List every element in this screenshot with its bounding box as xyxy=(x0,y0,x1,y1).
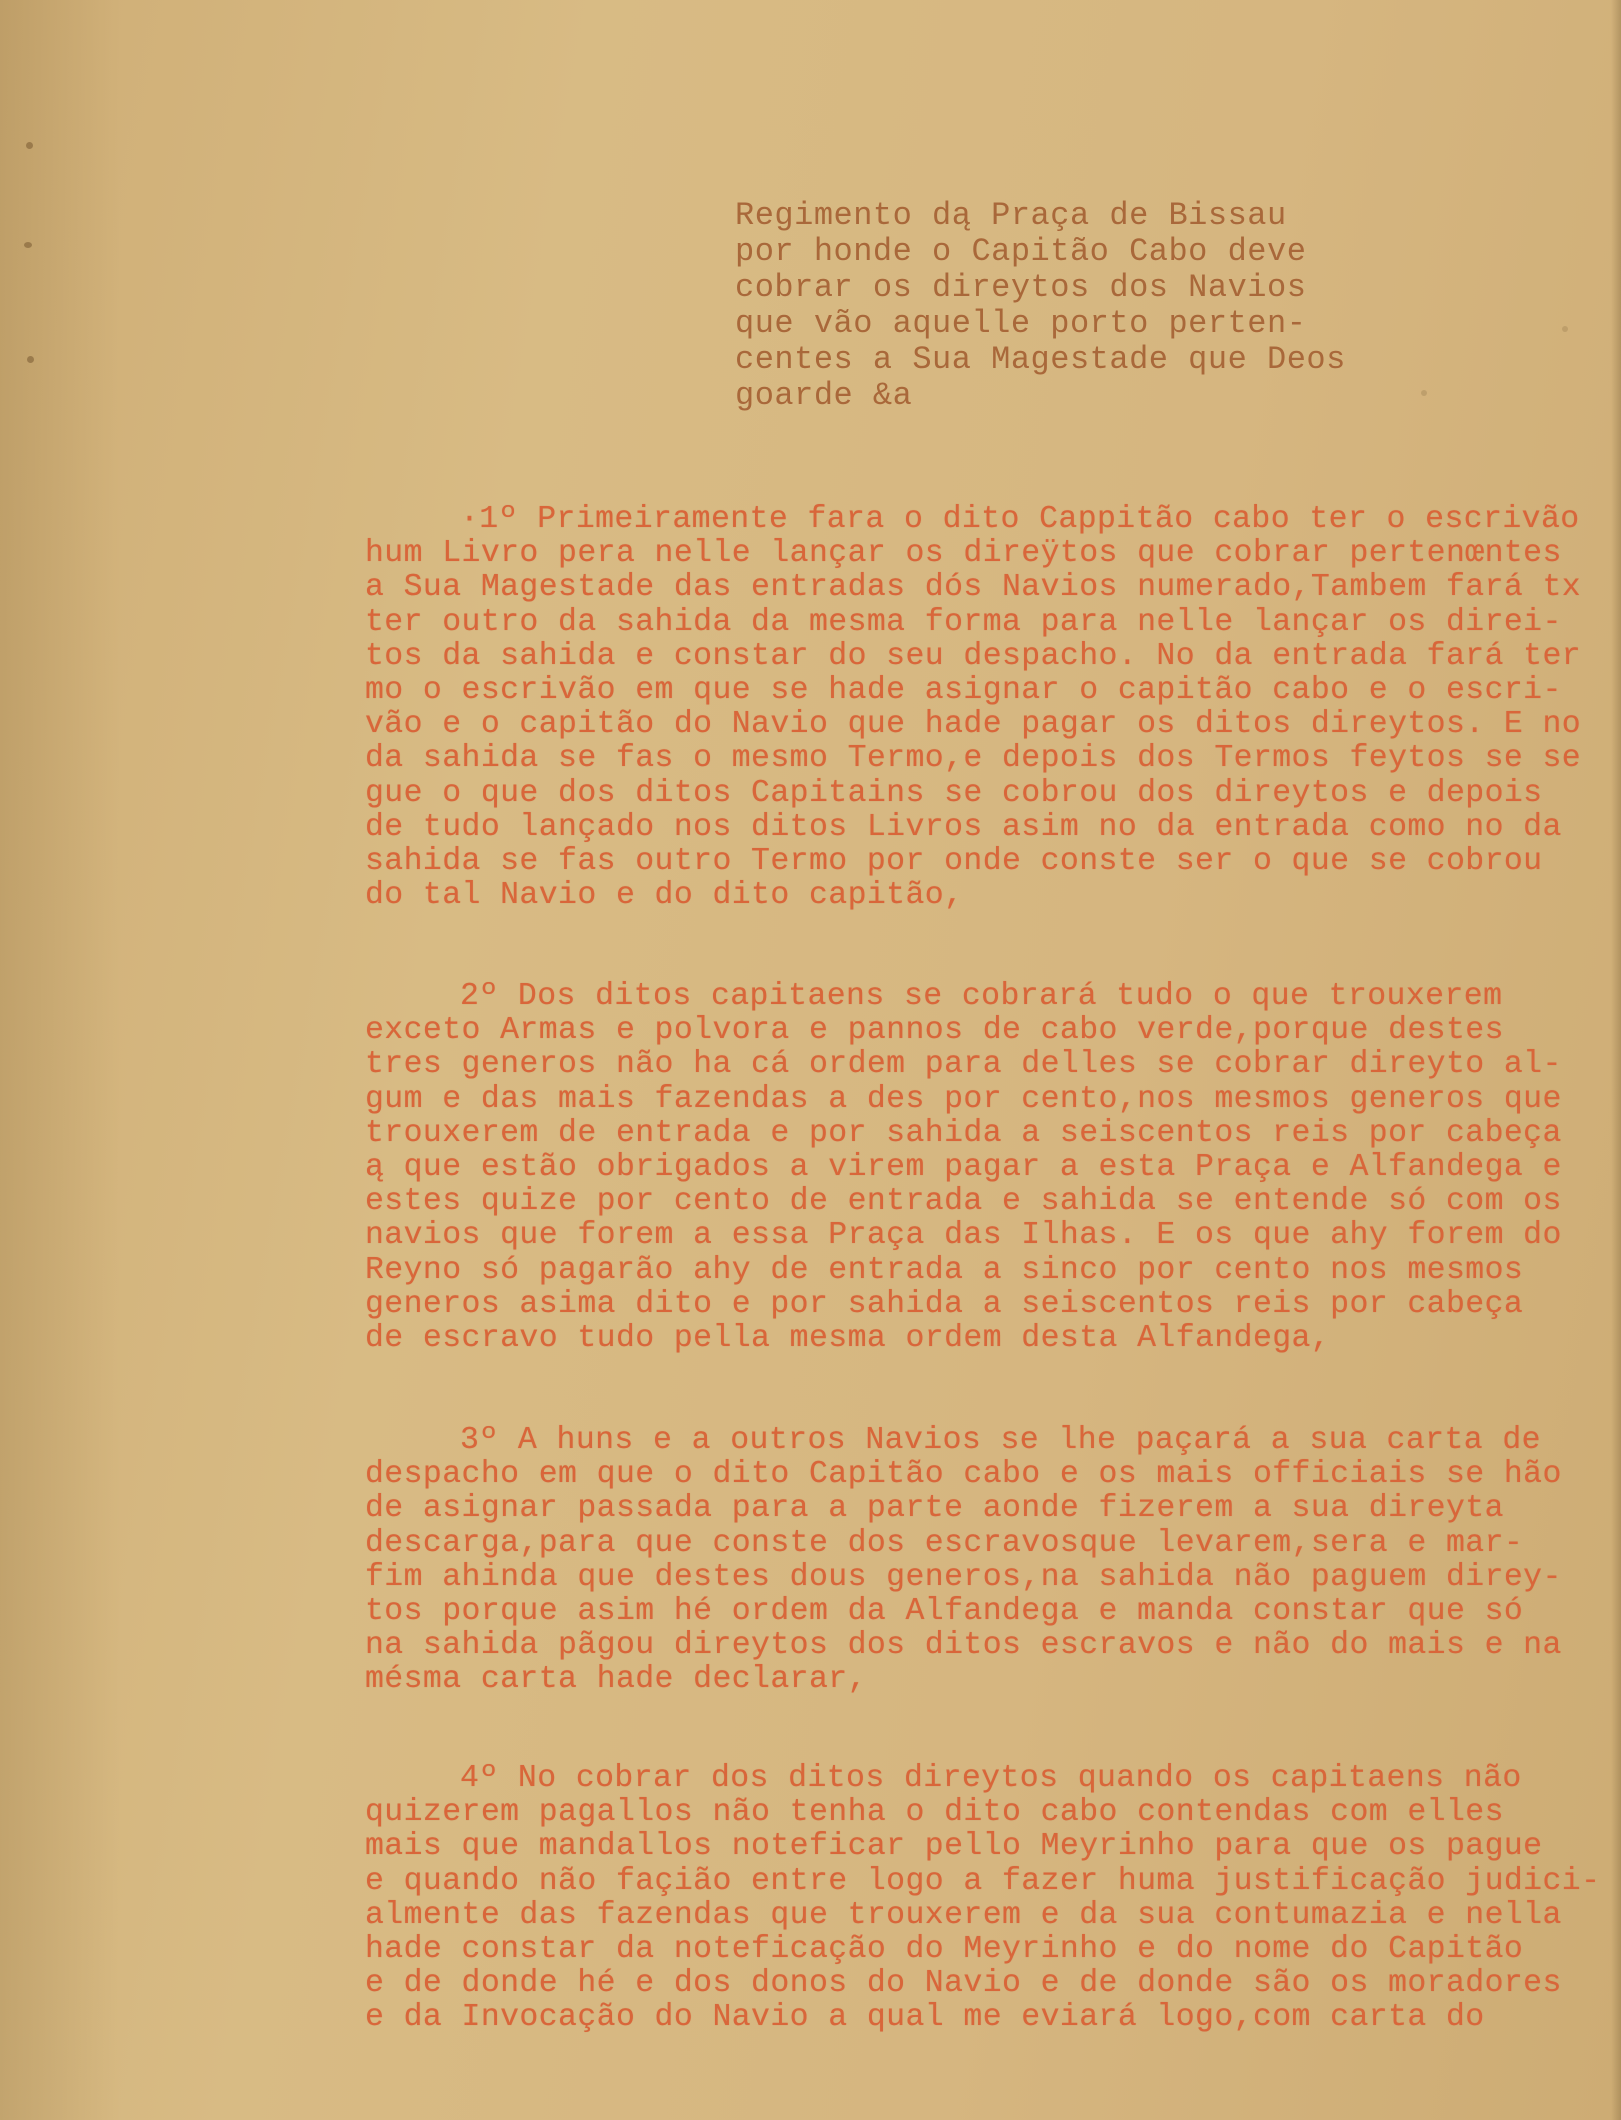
text-line: mésma carta hade declarar, xyxy=(365,1662,867,1698)
text-line: na sahida pãgou direytos dos ditos escravos e não do mais e na xyxy=(365,1628,1562,1664)
text-line: tres generos não ha cá ordem para delles se cobrar direyto al- xyxy=(365,1047,1562,1083)
margin-mark xyxy=(1562,326,1568,332)
text-line: 2º Dos ditos capitaens se cobrará tudo o que trouxerem xyxy=(460,979,1503,1014)
text-line: hum Livro pera nelle lançar os direÿtos que cobrar pertenœntes xyxy=(365,536,1562,572)
title-line: centes a Sua Magestade que Deos xyxy=(735,341,1346,378)
title-line: que vão aquelle porto perten- xyxy=(735,305,1307,342)
page-right-edge xyxy=(1611,0,1621,2120)
document-title xyxy=(735,198,1435,414)
text-line: quizerem pagallos não tenha o dito cabo contendas com elles xyxy=(365,1795,1504,1831)
text-line: generos asima dito e por sahida a seiscentos reis por cabeça xyxy=(365,1286,1524,1322)
paragraph-1 xyxy=(365,503,1610,913)
margin-mark xyxy=(27,356,34,363)
text-line: 4º No cobrar dos ditos direytos quando os capitaens não xyxy=(460,1761,1522,1796)
text-line: trouxerem de entrada e por sahida a seiscentos reis por cabeça xyxy=(365,1115,1562,1151)
text-line: da sahida se fas o mesmo Termo,e depois dos Termos feytos se se xyxy=(365,741,1582,777)
text-line: a Sua Magestade das entradas dós Navios numerado,Tambem fará tx xyxy=(365,570,1582,606)
page-edge-shadow xyxy=(0,0,120,2120)
text-line: descarga,para que conste dos escravosque levarem,sera e mar- xyxy=(365,1525,1524,1561)
paragraph-2 xyxy=(365,980,1610,1356)
text-line: tos da sahida e constar do seu despacho. No da entrada fará ter xyxy=(365,638,1582,674)
text-line: mo o escrivão em que se hade asignar o capitão cabo e o escri- xyxy=(365,673,1562,709)
text-line: exceto Armas e polvora e pannos de cabo verde,porque destes xyxy=(365,1013,1504,1049)
text-line: ą que estão obrigados a virem pagar a esta Praça e Alfandega e xyxy=(365,1150,1562,1186)
text-line: mais que mandallos noteficar pello Meyrinho para que os pague xyxy=(365,1829,1543,1865)
margin-mark xyxy=(24,242,32,248)
text-line: e quando não façião entre logo a fazer huma justificação judici- xyxy=(365,1863,1601,1899)
text-line: Reyno só pagarão ahy de entrada a sinco por cento nos mesmos xyxy=(365,1252,1524,1288)
text-line: de escravo tudo pella mesma ordem desta Alfandega, xyxy=(365,1321,1331,1357)
text-line: ·1º Primeiramente fara o dito Cappitão cabo ter o escrivão xyxy=(460,502,1580,537)
text-line: 3º A huns e a outros Navios se lhe paçará a sua carta de xyxy=(460,1423,1541,1458)
text-line: estes quize por cento de entrada e sahida se entende só com os xyxy=(365,1184,1562,1220)
paragraph-4 xyxy=(365,1762,1610,2036)
paragraph-3 xyxy=(365,1424,1610,1698)
text-line: de asignar passada para a parte aonde fizerem a sua direyta xyxy=(365,1491,1504,1527)
text-line: navios que forem a essa Praça das Ilhas. E os que ahy forem do xyxy=(365,1218,1562,1254)
text-line: gue o que dos ditos Capitains se cobrou dos direytos e depois xyxy=(365,775,1543,811)
text-line: e de donde hé e dos donos do Navio e de donde são os moradores xyxy=(365,1966,1562,2002)
title-line: cobrar os direytos dos Navios xyxy=(735,269,1307,306)
text-line: tos porque asim hé ordem da Alfandega e manda constar que só xyxy=(365,1594,1524,1630)
title-line: por honde o Capitão Cabo deve xyxy=(735,233,1307,270)
text-line: sahida se fas outro Termo por onde conste ser o que se cobrou xyxy=(365,844,1543,880)
text-line: hade constar da noteficação do Meyrinho e do nome do Capitão xyxy=(365,1932,1524,1968)
text-line: vão e o capitão do Navio que hade pagar os ditos direytos. E no xyxy=(365,707,1582,743)
margin-mark xyxy=(26,142,33,149)
text-line: de tudo lançado nos ditos Livros asim no da entrada como no da xyxy=(365,809,1562,845)
text-line: ter outro da sahida da mesma forma para nelle lançar os direi- xyxy=(365,604,1562,640)
text-line: gum e das mais fazendas a des por cento,nos mesmos generos que xyxy=(365,1081,1562,1117)
text-line: do tal Navio e do dito capitão, xyxy=(365,878,964,914)
title-line: goarde &a xyxy=(735,377,913,414)
text-line: e da Invocação do Navio a qual me eviará logo,com carta do xyxy=(365,2000,1485,2036)
text-line: almente das fazendas que trouxerem e da sua contumazia e nella xyxy=(365,1897,1562,1933)
title-line: Regimento dą Praça de Bissau xyxy=(735,197,1287,234)
text-line: fim ahinda que destes dous generos,na sahida não paguem direy- xyxy=(365,1559,1562,1595)
text-line: despacho em que o dito Capitão cabo e os mais officiais se hão xyxy=(365,1457,1562,1493)
